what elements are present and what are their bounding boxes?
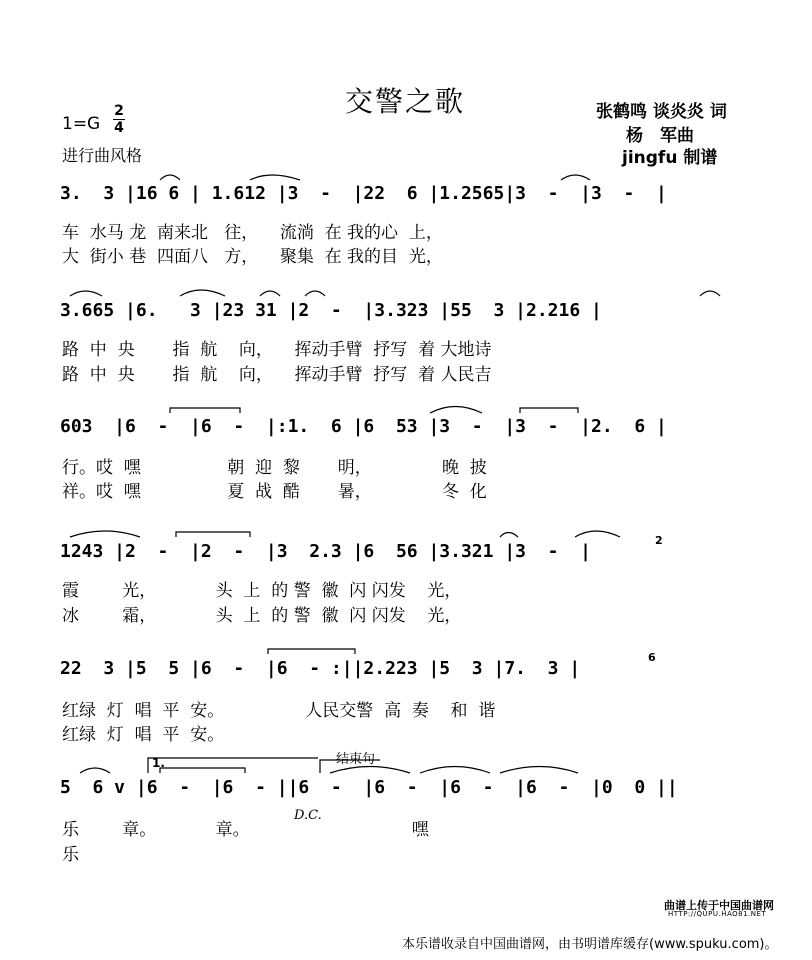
lyric-line-3b: 祥。哎 嘿 夏 战 酷 暑， 冬 化	[62, 482, 487, 502]
notes-line: 22 3 |5 5 |6 - |6 - :||2.223 |5 3 |7. 3 |	[60, 658, 581, 679]
notes-line: 3. 3 |16 6 | 1.612 |3 - |22 6 |1.2565|3 - |3 - |	[60, 183, 667, 204]
lyric-line-1a: 车 水马 龙 南来北 往， 流淌 在 我的心 上，	[62, 223, 443, 243]
transcriber-credit: jingfu 制谱	[622, 148, 718, 168]
volta-label: 1.	[152, 756, 165, 770]
lyric-line-2a: 路 中 央 指 航 向， 挥动手臂 抒写 着 大地诗	[62, 340, 492, 360]
lyric-line-5a: 红绿 灯 唱 平 安。 人民交警 高 奏 和 谐	[62, 701, 496, 721]
lyricist-credit: 张鹤鸣 谈炎炎 词	[596, 102, 727, 122]
notes-line: 1243 |2 - |2 - |3 2.3 |6 56 |3.321 |3 - |	[60, 541, 592, 562]
lyric-line-2b: 路 中 央 指 航 向， 挥动手臂 抒写 着 人民吉	[62, 365, 492, 385]
page-title: 交警之歌	[345, 85, 466, 118]
notes-line: 3.665 |6. 3 |23 31 |2 - |3.323 |55 3 |2.216 |	[60, 300, 602, 321]
lyric-line-4a: 霞 光， 头 上 的 警 徽 闪 闪发 光，	[62, 581, 462, 601]
lyric-line-1b: 大 街小 巷 四面八 方， 聚集 在 我的目 光，	[62, 247, 443, 267]
dc-marking: D.C.	[294, 808, 322, 823]
lyric-line-5b: 红绿 灯 唱 平 安。	[62, 725, 225, 745]
style-marking: 进行曲风格	[62, 146, 143, 165]
notes-line: 5 6 v |6 - |6 - ||6 - |6 - |6 - |6 - |0 0 ||	[60, 777, 678, 798]
notes-line: 603 |6 - |6 - |:1. 6 |6 53 |3 - |3 - |2. 6 |	[60, 416, 667, 437]
footer-notice: 本乐谱收录自中国曲谱网，由书明谱库缓存(www.spuku.com)。	[402, 937, 778, 952]
footer-url[interactable]: HTTP://QUPU.HAO81.NET	[668, 910, 767, 918]
meter-bottom: 4	[114, 120, 124, 136]
footer-site: 曲谱上传于中国曲谱网	[664, 899, 774, 912]
ending-label: 结束句	[336, 752, 376, 767]
lyric-line-6a: 乐 章。 章。 嘿	[62, 820, 429, 840]
grace-note-b: 6	[648, 651, 656, 664]
meter-top: 2	[114, 103, 124, 119]
lyric-line-6b: 乐	[62, 845, 79, 865]
composer-credit: 杨 军曲	[626, 126, 694, 146]
key-signature: 1=G	[62, 114, 101, 134]
grace-note-a: 2	[655, 534, 663, 547]
lyric-line-4b: 冰 霜， 头 上 的 警 徽 闪 闪发 光，	[62, 606, 462, 626]
lyric-line-3a: 行。哎 嘿 朝 迎 黎 明， 晚 披	[62, 458, 487, 478]
